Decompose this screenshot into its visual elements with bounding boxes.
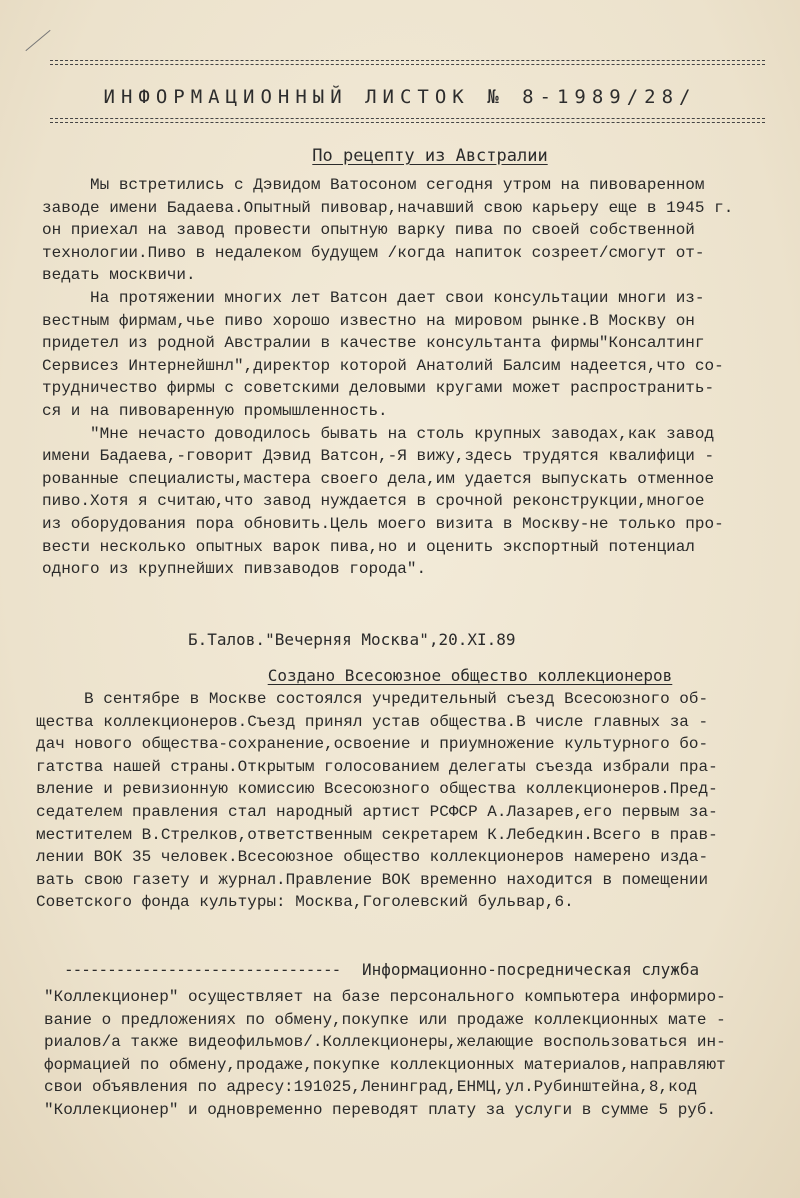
text-line: вестным фирмам,чье пиво хорошо известно на мировом рынке.В Москву он [42, 311, 695, 330]
article3-dashes: -------------------------------- [64, 960, 341, 979]
text-line: вание о предложениях по обмену,покупке или продаже коллекционных мате - [44, 1010, 726, 1029]
article2-heading: Создано Всесоюзное общество коллекционеров [267, 666, 673, 685]
text-line: седателем правления стал народный артист РСФСР А.Лазарев,его первым за- [36, 802, 718, 821]
text-line: гатства нашей страны.Открытым голосованием делегаты съезда избрали пра- [36, 757, 718, 776]
text-line: имени Бадаева,-говорит Дэвид Ватсон,-Я вижу,здесь трудятся квалифици - [42, 447, 715, 466]
text-line: Советского фонда культуры: Москва,Гоголевский бульвар,6. [36, 893, 574, 912]
text-line: "Мне нечасто доводилось бывать на столь крупных заводах,как завод [42, 424, 715, 443]
text-line: пиво.Хотя я считаю,что завод нуждается в срочной реконструкции,многое [42, 492, 705, 511]
text-line: лении ВОК 35 человек.Всесоюзное общество коллекционеров намерено изда- [36, 848, 709, 867]
title-rule [50, 118, 765, 123]
document-title: ИНФОРМАЦИОННЫЙ ЛИСТОК № 8-1989/28/ [103, 86, 697, 108]
text-line: вление и ревизионную комиссию Всесоюзного общества коллекционеров.Пред- [36, 780, 718, 799]
text-line: Сервисез Интернейшнл",директор которой Анатолий Балсим надеется,что со- [42, 356, 724, 375]
text-line: ся и на пивоваренную промышленность. [42, 401, 388, 420]
top-rule [50, 60, 765, 65]
text-line: вать свою газету и журнал.Правление ВОК временно находится в помещении [36, 870, 709, 889]
article1-heading: По рецепту из Австралии [312, 146, 548, 166]
text-line: На протяжении многих лет Ватсон дает свои консультации многи из- [42, 288, 705, 307]
text-line: свои объявления по адресу:191025,Ленинград,ЕНМЦ,ул.Рубинштейна,8,код [44, 1078, 697, 1097]
article2-body [36, 688, 718, 914]
text-line: местителем В.Стрелков,ответственным секретарем К.Лебедкин.Всего в прав- [36, 825, 718, 844]
text-line: заводе имени Бадаева.Опытный пивовар,начавший свою карьеру еще в 1945 г. [42, 198, 734, 217]
text-line: "Коллекционер" и одновременно переводят плату за услуги в сумме 5 руб. [44, 1100, 717, 1119]
text-line: Мы встретились с Дэвидом Ватосоном сегодня утром на пивоваренном [42, 176, 705, 194]
pencil-mark [25, 30, 50, 51]
text-line: придетел из родной Австралии в качестве консультанта фирмы"Консалтинг [42, 334, 705, 353]
text-line: "Коллекционер" осуществляет на базе персонального компьютера информиро- [44, 988, 726, 1006]
text-line: В сентябре в Москве состоялся учредительный съезд Всесоюзного об- [36, 690, 709, 708]
text-line: одного из крупнейших пивзаводов города". [42, 560, 427, 579]
text-line: трудничество фирмы с советскими деловыми кругами может распространить- [42, 379, 715, 398]
text-line: щества коллекционеров.Съезд принял устав общества.В числе главных за - [36, 712, 709, 731]
text-line: вести несколько опытных варок пива,но и оценить экспортный потенциал [42, 537, 695, 556]
article3-body [44, 986, 726, 1122]
text-line: риалов/а также видеофильмов/.Коллекционеры,желающие воспользоваться ин- [44, 1033, 726, 1052]
text-line: он приехал на завод провести опытную варку пива по своей собственной [42, 221, 695, 240]
text-line: формацией по обмену,продаже,покупке коллекционных материалов,направляют [44, 1055, 726, 1074]
article1-body [42, 174, 733, 581]
text-line: рованные специалисты,мастера своего дела,им удается выпускать отменное [42, 469, 715, 488]
text-line: дач нового общества-сохранение,освоение и приумножение культурного бо- [36, 735, 709, 754]
article1-attribution: Б.Талов."Вечерняя Москва",20.XI.89 [188, 630, 516, 649]
text-line: ведать москвичи. [42, 266, 196, 285]
text-line: технологии.Пиво в недалеком будущем /когда напиток созреет/смогут от- [42, 243, 705, 262]
text-line: из оборудования пора обновить.Цель моего визита в Москву-не только про- [42, 514, 724, 533]
article3-heading: Информационно-посредническая служба [362, 960, 700, 979]
